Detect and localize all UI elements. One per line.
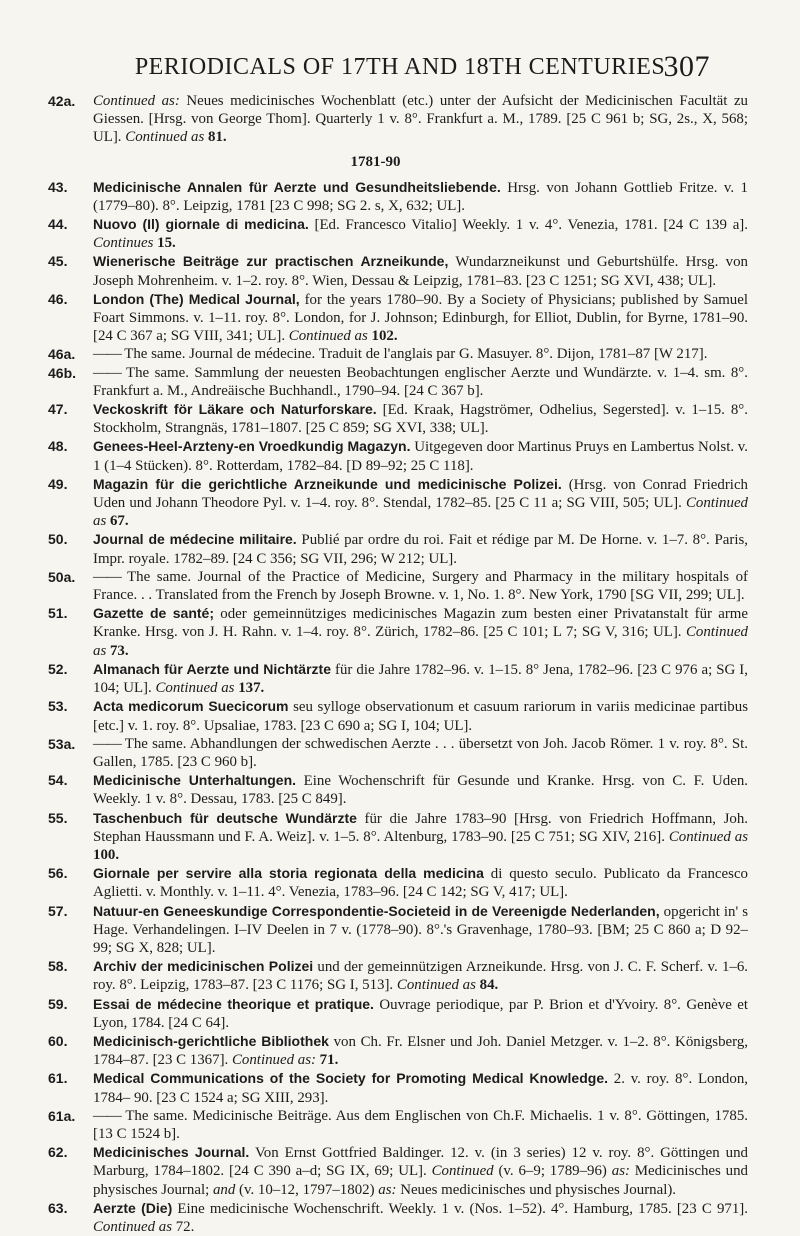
entry-title: Genees-Heel-Arzteny-en Vroedkundig Magazyn.: [93, 438, 411, 455]
entry-number: 59.: [48, 995, 68, 1012]
entry-title: Medicinisch-gerichtliche Bibliothek: [93, 1032, 329, 1049]
entry-text: für die Jahre 1783–90 [Hrsg. von Friedrich Hoffmann, Joh. Stephan Haussmann und F. A. Weiz]. v. 1–5. 8°. Altenburg, 1783–90. [25 C 751; SG XIV, 216].: [93, 810, 748, 845]
bibliography-entry: [48, 809, 748, 865]
entry-text: 15.: [153, 235, 176, 252]
entry-text: di questo seculo. Publicato da Francesco Aglietti. v. Monthly. v. 1–11. 4°. Venezia, 1783–96. [24 C 142; SG V, 417; UL].: [93, 866, 748, 901]
entry-text: The same. Journal de médecine. Traduit de l'anglais par G. Masuyer. 8°. Dijon, 1781–87 [W 217].: [120, 346, 708, 363]
entry-text: Continued as: [396, 977, 476, 994]
entry-text: 81.: [204, 129, 227, 146]
entry-list: [48, 92, 748, 1236]
entry-number: 44.: [48, 216, 68, 233]
bibliography-entry: [48, 345, 748, 363]
entry-number: 55.: [48, 809, 68, 826]
entry-text: Continued as:: [93, 93, 180, 109]
entry-number: 52.: [48, 660, 68, 677]
entry-number: 48.: [48, 438, 68, 455]
entry-title: Gazette de santé;: [93, 605, 215, 622]
entry-title: Natuur-en Geneeskundige Correspondentie-Societeid in de Vereenigde Nederlanden,: [93, 902, 660, 919]
page-number: 307: [663, 50, 710, 83]
entry-number: 53.: [48, 698, 68, 715]
entry-text: Medicinisches und physisches Journal;: [93, 1163, 749, 1198]
entry-number: 61a.: [48, 1107, 76, 1124]
entry-text: for the years 1780–90. By a Society of Physicians; published by Samuel Foart Simmons. v. 1–11. roy. 8°. London, for J. Johnson; Edinburgh, for Elliot, Dublin, for Byrne, 1781–90. [24 C 367 a; SG VIII, 341; UL].: [93, 291, 749, 345]
entry-number: 46.: [48, 290, 68, 307]
entry-title: Almanach für Aerzte und Nichtärzte: [93, 660, 331, 677]
entry-number: 46b.: [48, 364, 77, 381]
bibliography-entry: [48, 864, 748, 901]
entry-title: Medical Communications of the Society for Promoting Medical Knowledge.: [93, 1070, 608, 1087]
entry-number: 51.: [48, 605, 68, 622]
entry-text: 67.: [106, 513, 129, 530]
entry-title: Acta medicorum Suecicorum: [93, 698, 289, 715]
entry-number: 53a.: [48, 735, 76, 752]
entry-text: 2. v. roy. 8°. London, 1784– 90. [23 C 1524 a; SG XIII, 293].: [93, 1071, 748, 1106]
bibliography-entry: [48, 364, 748, 400]
bibliography-entry: [48, 475, 748, 531]
entry-text: Continued as: [93, 495, 748, 530]
entry-text: ——: [93, 346, 121, 363]
running-title: PERIODICALS OF 17TH AND 18TH CENTURIES: [134, 54, 666, 80]
bibliography-entry: [48, 1032, 748, 1069]
entry-text: (v. 6–9; 1789–96): [493, 1163, 612, 1180]
entry-number: 42a.: [48, 93, 76, 109]
entry-number: 63.: [48, 1199, 68, 1216]
entry-title: Archiv der medicinischen Polizei: [93, 958, 314, 975]
entry-title: Medicinische Unterhaltungen.: [93, 772, 297, 789]
entry-text: as:: [378, 1181, 397, 1198]
bibliography-entry: [48, 530, 748, 567]
entry-text: Neues medicinisches und physisches Journal).: [396, 1181, 677, 1198]
entry-text: opgericht in' s Hage. Verhandelingen. I–IV Deelen in 7 v. (1778–90). 8°.'s Gravenhage, 1780–93. [BM; 25 C 860 a; D 92–99; SG X, 828; UL].: [93, 903, 748, 956]
entry-title: Veckoskrift för Läkare och Naturforskare.: [93, 401, 377, 418]
section-heading: 1781-90: [350, 153, 401, 170]
entry-text: und der gemeinnützigen Arzneikunde. Hrsg. von J. C. F. Scherf. v. 1–6. roy. 8°. Leipzig, 1783–87. [23 C 1176; SG I, 513].: [93, 959, 748, 994]
entry-text: ——: [93, 735, 121, 752]
entry-text: Uitgegeven door Martinus Pruys en Lambertus Nolst. v. 1 (1–4 Stücken). 8°. Rotterdam, 1782–84. [D 89–92; 25 C 118].: [93, 439, 748, 474]
entry-text: as:: [611, 1163, 630, 1180]
entry-text: Continued: [431, 1163, 494, 1180]
entry-title: Medicinische Annalen für Aerzte und Gesundheitsliebende.: [93, 178, 501, 195]
entry-text: Ouvrage periodique, par P. Brion et d'Yvoiry. 8°. Genève et Lyon, 1784. [24 C 64].: [93, 996, 748, 1031]
entry-text: The same. Sammlung der neuesten Beobachtungen englischer Aerzte und Wundärzte. v. 1–4. sm. 8°. Frankfurt a. M., Andreäische Buchhandl., 1790–94. [24 C 367 b].: [93, 364, 748, 399]
entry-text: 84.: [475, 977, 499, 994]
entry-text: 73.: [106, 642, 129, 659]
entry-number: 43.: [48, 178, 68, 195]
entry-text: [Ed. Kraak, Hagströmer, Odhelius, Segersted]. v. 1–15. 8°. Stockholm, Strangnäs, 1781–1807. [25 C 859; SG XVI, 338; UL].: [93, 402, 748, 437]
entry-number: 61.: [48, 1070, 68, 1087]
bibliography-entry: [48, 178, 748, 215]
entry-text: [Ed. Francesco Vitalio] Weekly. 1 v. 4°. Venezia, 1781. [24 C 139 a].: [308, 217, 748, 234]
entry-text: ——: [93, 568, 121, 585]
entry-text: Publié par ordre du roi. Fait et rédige par M. De Horne. v. 1–7. 8°. Paris, Impr. royale. 1782–89. [24 C 356; SG VII, 296; W 212; UL].: [93, 532, 748, 567]
entry-text: The same. Medicinische Beiträge. Aus dem Englischen von Ch.F. Michaelis. 1 v. 8°. Göttingen, 1785. [13 C 1524 b].: [93, 1107, 748, 1142]
bibliography-entry: [48, 771, 748, 808]
bibliography-entry: [48, 1143, 748, 1199]
entry-number: 60.: [48, 1032, 68, 1049]
entry-number: 58.: [48, 958, 68, 975]
entry-text: 72.: [172, 1218, 195, 1235]
bibliography-entry: [48, 604, 748, 660]
entry-title: London (The) Medical Journal,: [93, 290, 300, 307]
entry-text: 102.: [367, 328, 398, 345]
entry-text: The same. Journal of the Practice of Medicine, Surgery and Pharmacy in the military hospitals of France. . . Translated from the French by Joseph Browne. v. 1, No. 1. 8°. New York, 1790 [SG VII, 299; UL].: [93, 568, 748, 604]
entry-text: Continued as: [93, 1218, 173, 1235]
entry-title: Aerzte (Die): [93, 1199, 173, 1216]
entry-number: 62.: [48, 1144, 68, 1161]
entry-number: 45.: [48, 253, 68, 270]
entry-number: 50.: [48, 531, 68, 548]
bibliography-entry: [48, 568, 748, 604]
entry-text: Continued as: [288, 328, 368, 345]
bibliography-entry: [48, 92, 748, 147]
entry-text: Hrsg. von Johann Gottlieb Fritze. v. 1 (1779–80). 8°. Leipzig, 1781 [23 C 998; SG 2. s, X, 632; UL].: [93, 179, 748, 214]
bibliography-entry: [48, 1107, 748, 1143]
entry-number: 46a.: [48, 346, 76, 363]
entry-title: Medicinisches Journal.: [93, 1144, 250, 1161]
entry-text: Continued as:: [231, 1052, 316, 1069]
entry-text: Wundarzneikunst und Geburtshülfe. Hrsg. von Joseph Mohrenheim. v. 1–2. roy. 8°. Wien, Dessau & Leipzig, 1781–83. [23 C 1251; SG XVI, 438; UL].: [93, 254, 748, 289]
entry-text: Neues medicinisches Wochenblatt (etc.) unter der Aufsicht der Medicinischen Facultät zu Giessen. [Hrsg. von George Thom]. Quarterly 1 v. 8°. Frankfurt a. M., 1789. [25 C 961 b; SG, 2s., X, 568; UL].: [93, 93, 748, 146]
bibliography-entry: [48, 252, 748, 289]
entry-text: Continued as: [668, 828, 748, 845]
entry-text: für die Jahre 1782–96. v. 1–15. 8° Jena, 1782–96. [23 C 976 a; SG I, 104; UL].: [93, 661, 748, 697]
entry-text: The same. Abhandlungen der schwedischen Aerzte . . . übersetzt von Joh. Jacob Römer. 1 v. roy. 8°. St. Gallen, 1785. [23 C 960 b].: [93, 735, 748, 770]
entry-text: Continued as: [93, 624, 748, 659]
entry-text: Continues: [93, 235, 154, 252]
bibliography-entry: [48, 660, 748, 697]
entry-title: Giornale per servire alla storia regionata della medicina: [93, 865, 484, 882]
entry-text: (v. 10–12, 1797–1802): [235, 1181, 379, 1198]
entry-number: 49.: [48, 475, 68, 492]
bibliography-entry: [48, 902, 748, 958]
bibliography-entry: [48, 957, 748, 994]
bibliography-entry: [48, 995, 748, 1032]
entry-text: 71.: [315, 1052, 339, 1069]
running-head: [0, 50, 800, 94]
entry-text: (Hrsg. von Conrad Friedrich Uden und Johann Theodore Pyl. v. 1–4. roy. 8°. Stendal, 1782–85. [25 C 11 a; SG VIII, 505; UL].: [93, 476, 748, 512]
entry-number: 57.: [48, 902, 68, 919]
bibliography-entry: [48, 290, 748, 346]
entry-text: ——: [93, 364, 121, 381]
entry-text: and: [212, 1181, 236, 1198]
entry-text: Eine Wochenschrift für Gesunde und Kranke. Hrsg. von C. F. Uden. Weekly. 1 v. 8°. Dessau, 1783. [25 C 849].: [93, 773, 748, 808]
entry-text: Eine medicinische Wochenschrift. Weekly. 1 v. (Nos. 1–52). 4°. Hamburg, 1785. [23 C 971].: [172, 1200, 748, 1217]
bibliography-entry: [48, 735, 748, 771]
bibliography-entry: [48, 1069, 748, 1106]
bibliography-entry: [48, 400, 748, 437]
entry-text: seu sylloge observationum et casuum rariorum in variis medicinae partibus [etc.] v. 1. roy. 8°. Upsaliae, 1783. [23 C 690 a; SG I, 104; UL].: [93, 699, 748, 734]
entry-text: oder gemeinnütziges medicinisches Magazin zum besten einer Privatanstalt für arme Kranke. Hrsg. von J. H. Rahn. v. 1–4. roy. 8°. Zürich, 1782–86. [25 C 101; L 7; SG V, 316; UL].: [93, 606, 748, 641]
entry-text: Von Ernst Gottfried Baldinger. 12. v. (in 3 series) 12 v. roy. 8°. Göttingen und Marburg, 1784–1802. [24 C 390 a–d; SG IX, 69; UL].: [93, 1145, 748, 1180]
entry-number: 54.: [48, 772, 68, 789]
entry-title: Magazin für die gerichtliche Arzneikunde und medicinische Polizei.: [93, 475, 562, 492]
bibliography-entry: [48, 215, 748, 252]
entry-title: Nuovo (Il) giornale di medicina.: [93, 216, 309, 233]
entry-text: ——: [93, 1107, 121, 1124]
entry-text: Continued as: [155, 680, 235, 697]
entry-text: Continued as: [125, 129, 205, 146]
entry-text: von Ch. Fr. Elsner und Joh. Daniel Metzger. v. 1–2. 8°. Königsberg, 1784–87. [23 C 1367].: [93, 1033, 748, 1069]
entry-number: 47.: [48, 401, 68, 418]
bibliography-entry: [48, 437, 748, 474]
entry-title: Wienerische Beiträge zur practischen Arzneikunde,: [93, 253, 449, 270]
bibliography-entry: [48, 697, 748, 734]
entry-title: Journal de médecine militaire.: [93, 531, 297, 548]
entry-title: Taschenbuch für deutsche Wundärzte: [93, 809, 357, 826]
entry-number: 56.: [48, 865, 68, 882]
entry-title: Essai de médecine theorique et pratique.: [93, 995, 374, 1012]
entry-text: 137.: [234, 680, 265, 697]
bibliography-entry: [48, 1199, 748, 1236]
entry-text: 100.: [93, 846, 120, 863]
entry-number: 50a.: [48, 568, 76, 585]
